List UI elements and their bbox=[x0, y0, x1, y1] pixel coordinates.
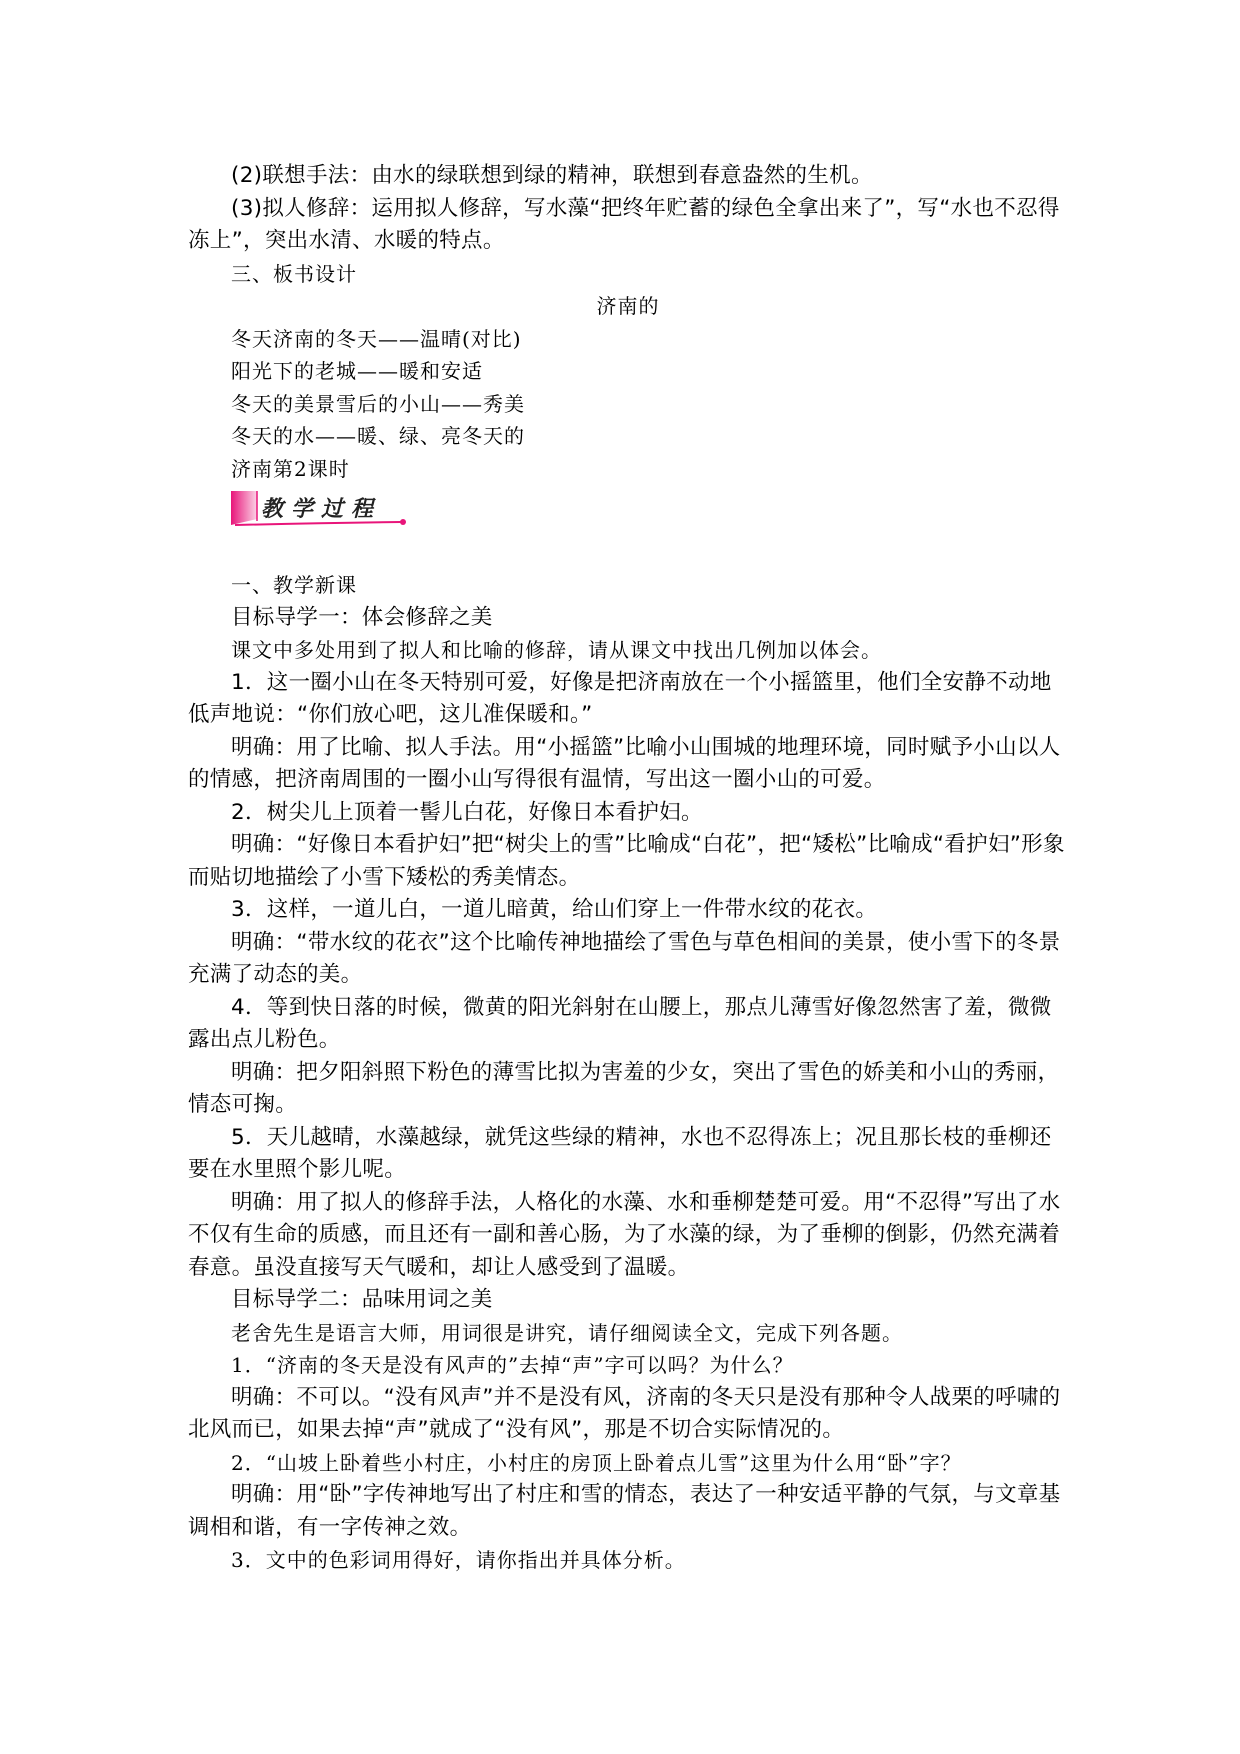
board-line: 冬天济南的冬天——温晴(对比) bbox=[231, 326, 522, 351]
question: 3．这样，一道儿白，一道儿暗黄，给山们穿上一件带水纹的花衣。 bbox=[231, 897, 878, 922]
question: 2．“山坡上卧着些小村庄，小村庄的房顶上卧着点儿雪”这里为什么用“卧”字？ bbox=[231, 1450, 962, 1475]
answer: 明确：“好像日本看护妇”把“树尖上的雪”比喻成“白花”，把“矮松”比喻成“看护妇”形象而贴切地描绘了小雪下矮松的秀美情态。 bbox=[188, 832, 1065, 890]
spacer bbox=[188, 555, 1068, 569]
section-heading: 一、教学新课 bbox=[231, 573, 357, 597]
answer: 明确：把夕阳斜照下粉色的薄雪比拟为害羞的少女，突出了雪色的娇美和小山的秀丽，情态可掬。 bbox=[188, 1059, 1060, 1117]
goal-heading: 目标导学二：品味用词之美 bbox=[231, 1287, 493, 1312]
paragraph: 老舍先生是语言大师，用词很是讲究，请仔细阅读全文，完成下列各题。 bbox=[231, 1320, 903, 1345]
document-page bbox=[188, 160, 1068, 1577]
question: 1．这一圈小山在冬天特别可爱，好像是把济南放在一个小摇篮里，他们全安静不动地低声地说：“你们放心吧，这儿准保暖和。” bbox=[188, 669, 1052, 727]
board-line: 济南第2课时 bbox=[231, 456, 350, 481]
paragraph: (3)拟人修辞：运用拟人修辞，写水藻“把终年贮蓄的绿色全拿出来了”，写“水也不忍得冻上”，突出水清、水暖的特点。 bbox=[188, 195, 1060, 253]
question: 1．“济南的冬天是没有风声的”去掉“声”字可以吗？为什么？ bbox=[231, 1353, 794, 1377]
paragraph: (2)联想手法：由水的绿联想到绿的精神，联想到春意盎然的生机。 bbox=[231, 163, 873, 188]
teaching-process-banner bbox=[231, 489, 406, 533]
goal-heading: 目标导学一：体会修辞之美 bbox=[231, 604, 493, 630]
question: 5．天儿越晴，水藻越绿，就凭这些绿的精神，水也不忍得冻上；况且那长枝的垂柳还要在水里照个影儿呢。 bbox=[188, 1124, 1052, 1182]
question: 3．文中的色彩词用得好，请你指出并具体分析。 bbox=[231, 1548, 686, 1572]
answer: 明确：用了拟人的修辞手法，人格化的水藻、水和垂柳楚楚可爱。用“不忍得”写出了水不仅有生命的质感，而且还有一副和善心肠，为了水藻的绿，为了垂柳的倒影，仍然充满着春意。虽没直接写天气暖和，却让人感受到了温暖。 bbox=[188, 1189, 1061, 1280]
answer: 明确：“带水纹的花衣”这个比喻传神地描绘了雪色与草色相间的美景，使小雪下的冬景充满了动态的美。 bbox=[188, 929, 1061, 987]
question: 2．树尖儿上顶着一髻儿白花，好像日本看护妇。 bbox=[231, 799, 703, 825]
board-title: 济南的 bbox=[596, 294, 660, 318]
section-heading: 三、板书设计 bbox=[231, 261, 357, 286]
answer: 明确：用了比喻、拟人手法。用“小摇篮”比喻小山围城的地理环境，同时赋予小山以人的情感，把济南周围的一圈小山写得很有温情，写出这一圈小山的可爱。 bbox=[188, 734, 1061, 792]
answer: 明确：不可以。“没有风声”并不是没有风，济南的冬天只是没有那种令人战栗的呼啸的北风而已，如果去掉“声”就成了“没有风”，那是不切合实际情况的。 bbox=[188, 1384, 1061, 1442]
question: 4．等到快日落的时候，微黄的阳光斜射在山腰上，那点儿薄雪好像忽然害了羞，微微露出点儿粉色。 bbox=[188, 994, 1052, 1052]
board-line: 阳光下的老城——暖和安适 bbox=[231, 359, 483, 383]
banner-label: 教学过程 bbox=[261, 496, 382, 522]
answer: 明确：用“卧”字传神地写出了村庄和雪的情态，表达了一种安适平静的气氛，与文章基调相和谐，有一字传神之效。 bbox=[188, 1482, 1061, 1540]
board-line: 冬天的水——暖、绿、亮冬天的 bbox=[231, 424, 525, 448]
board-line: 冬天的美景雪后的小山——秀美 bbox=[231, 391, 525, 416]
paragraph: 课文中多处用到了拟人和比喻的修辞，请从课文中找出几例加以体会。 bbox=[231, 638, 882, 662]
